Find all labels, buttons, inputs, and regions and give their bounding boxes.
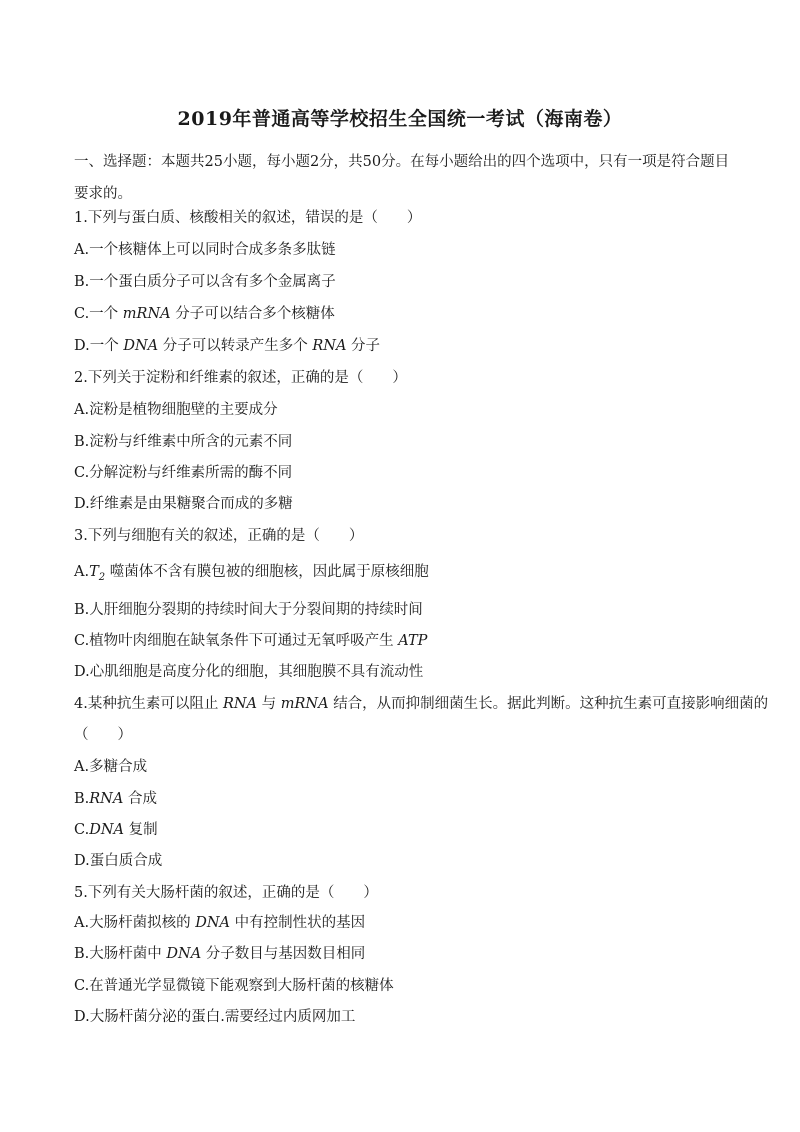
q4-option-b: [74, 789, 157, 809]
term-dna: DNA: [123, 338, 159, 354]
q4-option-a: A.多糖合成: [74, 759, 148, 775]
q5-option-b: [74, 944, 365, 964]
term-atp: ATP: [398, 633, 428, 649]
text: 分子数目与基因数目相同: [205, 946, 366, 962]
text: 合成: [127, 791, 157, 807]
q5-stem: 5.下列有关大肠杆菌的叙述，正确的是（ ）: [74, 885, 378, 901]
text: 复制: [128, 822, 158, 838]
text: 分子可以结合多个核糖体: [175, 306, 335, 322]
q3-option-c: [74, 631, 427, 651]
q4-stem-paren: （ ）: [74, 727, 132, 743]
q3-option-b: B.人肝细胞分裂期的持续时间大于分裂间期的持续时间: [74, 602, 423, 618]
q3-option-d: D.心肌细胞是高度分化的细胞，其细胞膜不具有流动性: [74, 664, 424, 680]
term-mrna: mRNA: [122, 306, 171, 322]
q5-option-c: C.在普通光学显微镜下能观察到大肠杆菌的核糖体: [74, 978, 394, 994]
q2-option-d: D.纤维素是由果糖聚合而成的多糖: [74, 496, 293, 512]
q4-option-d: D.蛋白质合成: [74, 853, 163, 869]
text: C.一个: [74, 306, 119, 322]
text: A.大肠杆菌拟核的: [74, 915, 191, 931]
q3-stem: 3.下列与细胞有关的叙述，正确的是（ ）: [74, 528, 364, 544]
q5-option-a: [74, 913, 365, 933]
text: C.植物叶肉细胞在缺氧条件下可通过无氧呼吸产生: [74, 633, 394, 649]
term-rna: RNA: [312, 338, 347, 354]
subscript: 2: [98, 572, 106, 583]
q1-option-b: B.一个蛋白质分子可以含有多个金属离子: [74, 274, 336, 290]
section-intro: 一、选择题：本题共25小题，每小题2分，共50分。在每小题给出的四个选项中，只有一项是符合题目要求的。: [74, 154, 730, 202]
term-t2: [89, 564, 106, 583]
text: B.: [74, 791, 90, 807]
text: T: [89, 564, 99, 580]
text: 中有控制性状的基因: [234, 915, 366, 931]
term-mrna: mRNA: [280, 696, 329, 712]
text: 噬菌体不含有膜包被的细胞核，因此属于原核细胞: [109, 564, 429, 580]
q1-stem: 1.下列与蛋白质、核酸相关的叙述，错误的是（ ）: [74, 210, 422, 226]
q3-option-a: [74, 562, 429, 588]
text: D.一个: [74, 338, 119, 354]
q2-option-c: C.分解淀粉与纤维素所需的酶不同: [74, 465, 293, 481]
text: 分子可以转录产生多个: [162, 338, 308, 354]
text: A.: [74, 564, 90, 580]
term-rna: RNA: [89, 791, 124, 807]
term-dna: DNA: [195, 915, 230, 931]
q1-option-c: [74, 304, 335, 324]
text: 与: [261, 696, 277, 712]
q4-stem: [74, 694, 768, 714]
q5-option-d: D.大肠杆菌分泌的蛋白.需要经过内质网加工: [74, 1009, 356, 1025]
text: C.: [74, 822, 90, 838]
term-dna: DNA: [89, 822, 124, 838]
q2-option-a: A.淀粉是植物细胞壁的主要成分: [74, 402, 278, 418]
text: 4.某种抗生素可以阻止: [74, 696, 219, 712]
q1-option-d: [74, 336, 380, 356]
q2-stem: 2.下列关于淀粉和纤维素的叙述，正确的是（ ）: [74, 370, 407, 386]
text: B.大肠杆菌中: [74, 946, 162, 962]
text: 结合，从而抑制细菌生长。据此判断。这种抗生素可直接影响细菌的: [333, 696, 769, 712]
term-dna: DNA: [166, 946, 202, 962]
q2-option-b: B.淀粉与纤维素中所含的元素不同: [74, 434, 293, 450]
q4-option-c: [74, 820, 158, 840]
q1-option-a: A.一个核糖体上可以同时合成多条多肽链: [74, 242, 336, 258]
exam-title: 2019年普通高等学校招生全国统一考试（海南卷）: [177, 108, 623, 130]
term-rna: RNA: [222, 696, 258, 712]
text: 分子: [351, 338, 381, 354]
